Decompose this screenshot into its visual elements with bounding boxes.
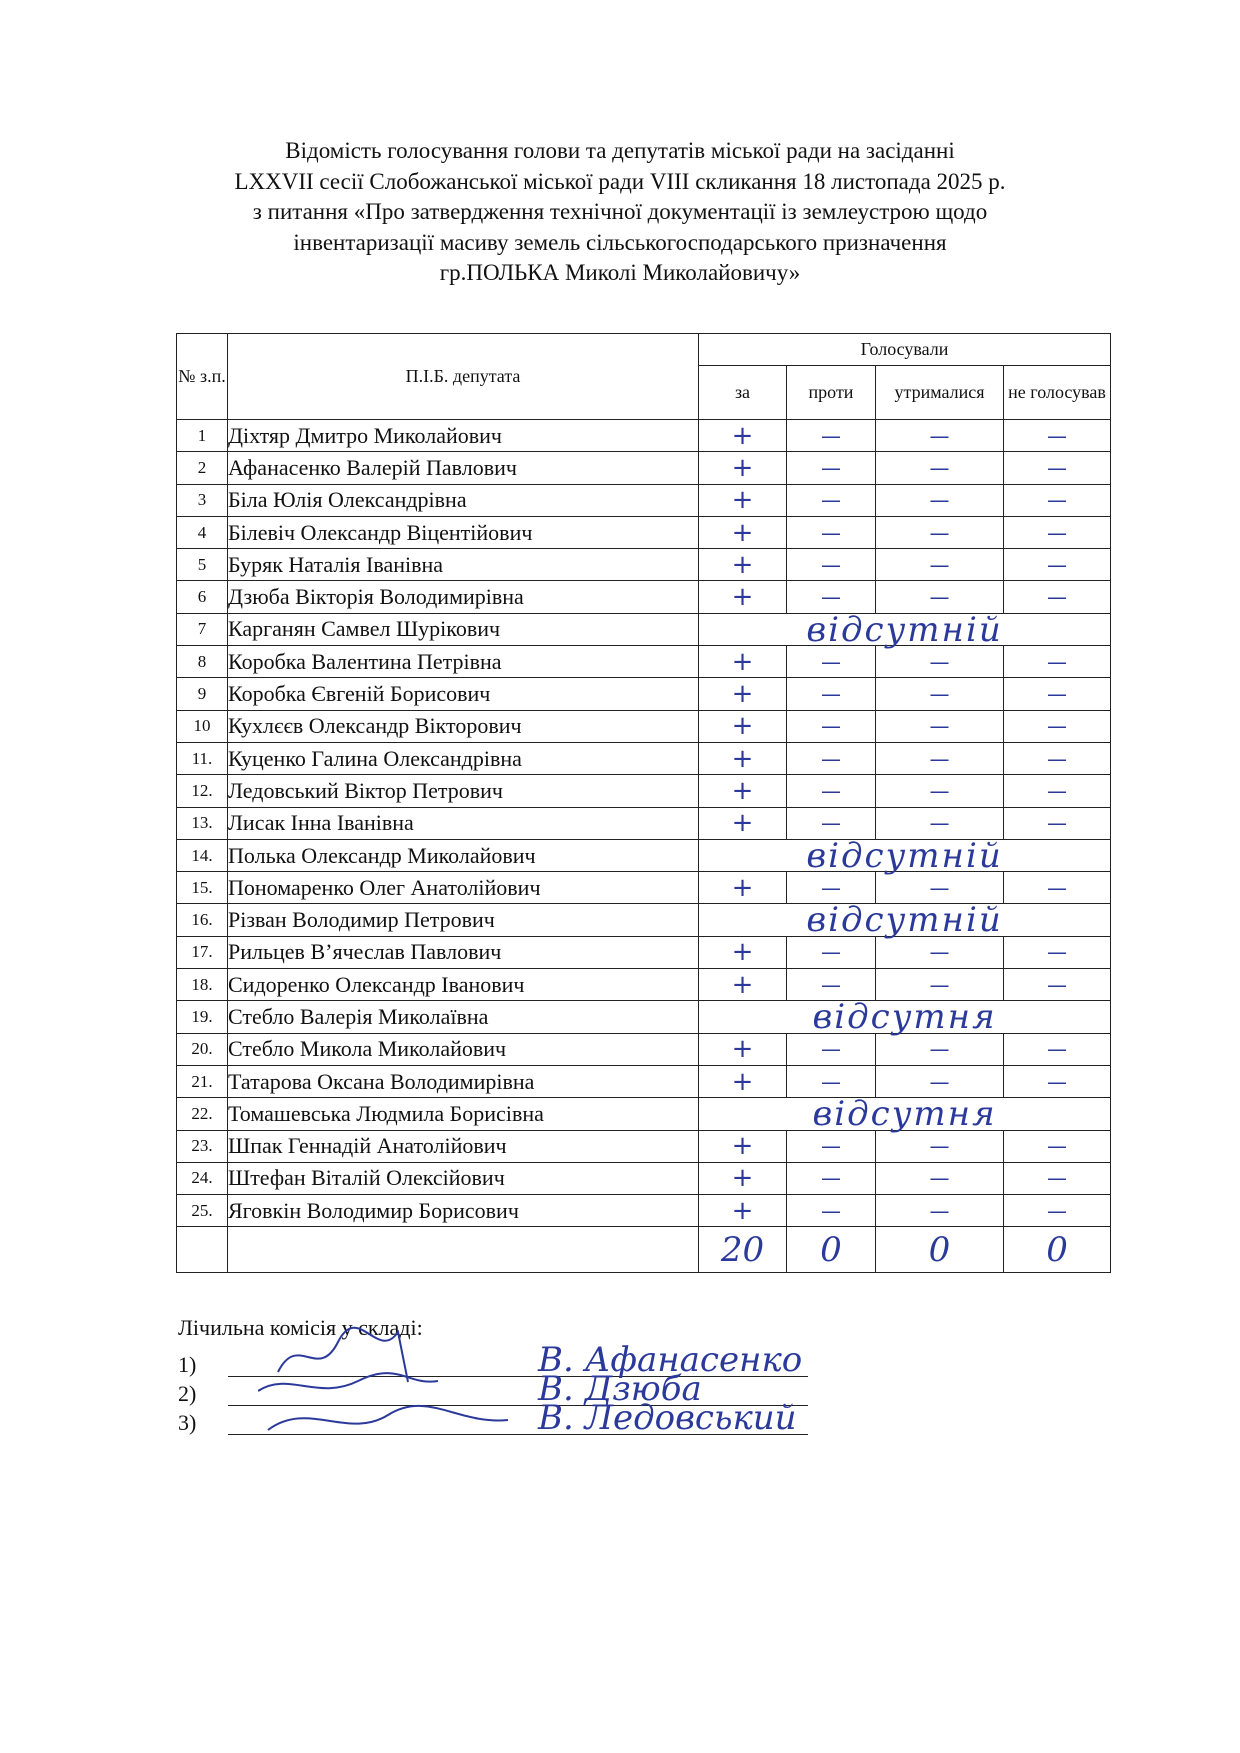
row-number: 14. <box>177 839 228 871</box>
vote-against: — <box>787 452 876 484</box>
table-row <box>177 1033 1111 1065</box>
table-row <box>177 710 1111 742</box>
absent-mark: відсутній <box>806 609 1003 650</box>
vote-not-voted: — <box>1004 1033 1111 1065</box>
deputy-name: Біла Юлія Олександрівна <box>228 484 699 516</box>
title-line: Відомість голосування голови та депутатів міської ради на засіданні <box>285 138 955 163</box>
title-line: з питання «Про затвердження технічної документації із землеустрою щодо <box>252 199 988 224</box>
vote-for: + <box>699 969 787 1001</box>
vote-for: + <box>699 872 787 904</box>
deputy-name: Стебло Валерія Миколаївна <box>228 1001 699 1033</box>
vote-against: — <box>787 1065 876 1097</box>
table-row <box>177 742 1111 774</box>
vote-abstained: — <box>876 775 1004 807</box>
row-number: 19. <box>177 1001 228 1033</box>
vote-not-voted: — <box>1004 969 1111 1001</box>
vote-against: — <box>787 420 876 452</box>
vote-against: — <box>787 1033 876 1065</box>
vote-against: — <box>787 678 876 710</box>
row-number: 20. <box>177 1033 228 1065</box>
row-number: 13. <box>177 807 228 839</box>
vote-not-voted: — <box>1004 1065 1111 1097</box>
vote-for: + <box>699 1162 787 1194</box>
vote-not-voted: — <box>1004 1195 1111 1227</box>
vote-abstained: — <box>876 936 1004 968</box>
document-title <box>150 136 1090 289</box>
title-line: інвентаризації масиву земель сільськогосподарського призначення <box>293 229 947 255</box>
table-row <box>177 1065 1111 1097</box>
vote-abstained: — <box>876 646 1004 678</box>
signature-line <box>178 1398 818 1438</box>
deputy-name: Томашевська Людмила Борисівна <box>228 1098 699 1130</box>
row-number: 4 <box>177 516 228 548</box>
row-number: 18. <box>177 969 228 1001</box>
handwritten-signature-icon <box>258 1380 518 1450</box>
vote-not-voted: — <box>1004 678 1111 710</box>
total-not-voted: 0 <box>1004 1227 1111 1273</box>
table-row <box>177 678 1111 710</box>
row-number: 25. <box>177 1195 228 1227</box>
header-for: за <box>699 366 787 420</box>
vote-for: + <box>699 936 787 968</box>
vote-not-voted: — <box>1004 452 1111 484</box>
signature-name: В. Афанасенко <box>538 1340 803 1380</box>
vote-against: — <box>787 516 876 548</box>
absent-cell <box>699 835 1111 876</box>
table-body <box>177 420 1111 1227</box>
vote-against: — <box>787 1130 876 1162</box>
row-number: 23. <box>177 1130 228 1162</box>
vote-against: — <box>787 1162 876 1194</box>
vote-for: + <box>699 1065 787 1097</box>
header-voted: Голосували <box>699 334 1111 366</box>
totals-row <box>177 1227 1111 1273</box>
vote-abstained: — <box>876 742 1004 774</box>
vote-not-voted: — <box>1004 775 1111 807</box>
vote-for: + <box>699 807 787 839</box>
deputy-name: Дзюба Вікторія Володимирівна <box>228 581 699 613</box>
deputy-name: Шпак Геннадій Анатолійович <box>228 1130 699 1162</box>
vote-for: + <box>699 742 787 774</box>
totals-empty-cell <box>228 1227 699 1273</box>
vote-abstained: — <box>876 549 1004 581</box>
deputy-name: Афанасенко Валерій Павлович <box>228 452 699 484</box>
table-row <box>177 936 1111 968</box>
vote-not-voted: — <box>1004 516 1111 548</box>
title-line: LXXVII сесії Слобожанської міської ради VIII скликання 18 листопада 2025 р. <box>234 168 1006 194</box>
row-number: 24. <box>177 1162 228 1194</box>
vote-abstained: — <box>876 452 1004 484</box>
vote-abstained: — <box>876 969 1004 1001</box>
vote-against: — <box>787 936 876 968</box>
vote-not-voted: — <box>1004 549 1111 581</box>
row-number: 12. <box>177 775 228 807</box>
row-number: 6 <box>177 581 228 613</box>
table-row <box>177 1098 1111 1130</box>
vote-against: — <box>787 969 876 1001</box>
vote-against: — <box>787 581 876 613</box>
vote-for: + <box>699 1130 787 1162</box>
table-row <box>177 646 1111 678</box>
vote-against: — <box>787 484 876 516</box>
voting-table <box>176 333 1111 1273</box>
vote-for: + <box>699 420 787 452</box>
vote-abstained: — <box>876 484 1004 516</box>
vote-not-voted: — <box>1004 646 1111 678</box>
deputy-name: Полька Олександр Миколайович <box>228 839 699 871</box>
vote-for: + <box>699 775 787 807</box>
signature-number: 1) <box>178 1352 197 1377</box>
vote-not-voted: — <box>1004 742 1111 774</box>
absent-cell <box>699 609 1111 650</box>
row-number: 15. <box>177 872 228 904</box>
deputy-name: Коробка Євгеній Борисович <box>228 678 699 710</box>
vote-abstained: — <box>876 807 1004 839</box>
vote-abstained: — <box>876 1130 1004 1162</box>
table-row <box>177 775 1111 807</box>
vote-abstained: — <box>876 1033 1004 1065</box>
deputy-name: Куценко Галина Олександрівна <box>228 742 699 774</box>
deputy-name: Кухлєєв Олександр Вікторович <box>228 710 699 742</box>
vote-against: — <box>787 872 876 904</box>
vote-against: — <box>787 646 876 678</box>
row-number: 11. <box>177 742 228 774</box>
row-number: 17. <box>177 936 228 968</box>
table-row <box>177 1195 1111 1227</box>
table-row <box>177 1162 1111 1194</box>
row-number: 16. <box>177 904 228 936</box>
vote-against: — <box>787 742 876 774</box>
absent-mark: відсутній <box>806 900 1003 941</box>
vote-against: — <box>787 807 876 839</box>
vote-not-voted: — <box>1004 807 1111 839</box>
commission-label: Лічильна комісія у складі: <box>178 1315 423 1340</box>
table-row <box>177 872 1111 904</box>
vote-not-voted: — <box>1004 710 1111 742</box>
table-row <box>177 839 1111 871</box>
vote-for: + <box>699 678 787 710</box>
absent-cell <box>699 900 1111 941</box>
deputy-name: Рильцев В’ячеслав Павлович <box>228 936 699 968</box>
vote-for: + <box>699 1033 787 1065</box>
vote-abstained: — <box>876 872 1004 904</box>
deputy-name: Різван Володимир Петрович <box>228 904 699 936</box>
header-number: № з.п. <box>177 334 228 420</box>
total-against: 0 <box>787 1227 876 1273</box>
vote-abstained: — <box>876 581 1004 613</box>
vote-for: + <box>699 549 787 581</box>
vote-for: + <box>699 452 787 484</box>
deputy-name: Карганян Самвел Шурікович <box>228 613 699 645</box>
deputy-name: Ледовський Віктор Петрович <box>228 775 699 807</box>
total-abstained: 0 <box>876 1227 1004 1273</box>
row-number: 22. <box>177 1098 228 1130</box>
table-row <box>177 549 1111 581</box>
table-row <box>177 516 1111 548</box>
row-number: 21. <box>177 1065 228 1097</box>
vote-not-voted: — <box>1004 484 1111 516</box>
row-number: 3 <box>177 484 228 516</box>
vote-for: + <box>699 646 787 678</box>
vote-abstained: — <box>876 516 1004 548</box>
signature-number: 3) <box>178 1410 197 1435</box>
deputy-name: Штефан Віталій Олексійович <box>228 1162 699 1194</box>
absent-mark: відсутня <box>812 1094 997 1135</box>
table-row <box>177 969 1111 1001</box>
total-for: 20 <box>699 1227 787 1273</box>
row-number: 10 <box>177 710 228 742</box>
table-row <box>177 613 1111 645</box>
vote-for: + <box>699 516 787 548</box>
deputy-name: Яговкін Володимир Борисович <box>228 1195 699 1227</box>
absent-cell <box>699 1094 1111 1135</box>
vote-abstained: — <box>876 710 1004 742</box>
deputy-name: Стебло Микола Миколайович <box>228 1033 699 1065</box>
header-not-voted: не голосував <box>1004 366 1111 420</box>
table-row <box>177 452 1111 484</box>
vote-for: + <box>699 581 787 613</box>
deputy-name: Пономаренко Олег Анатолійович <box>228 872 699 904</box>
vote-against: — <box>787 1195 876 1227</box>
deputy-name: Діхтяр Дмитро Миколайович <box>228 420 699 452</box>
absent-mark: відсутній <box>806 835 1003 876</box>
vote-not-voted: — <box>1004 1130 1111 1162</box>
signature-name: В. Дзюба <box>538 1369 702 1409</box>
vote-not-voted: — <box>1004 581 1111 613</box>
deputy-name: Лисак Інна Іванівна <box>228 807 699 839</box>
deputy-name: Білевіч Олександр Віцентійович <box>228 516 699 548</box>
header-abstained: утрималися <box>876 366 1004 420</box>
header-name: П.І.Б. депутата <box>228 334 699 420</box>
row-number: 7 <box>177 613 228 645</box>
vote-against: — <box>787 710 876 742</box>
table-row <box>177 807 1111 839</box>
vote-abstained: — <box>876 1195 1004 1227</box>
absent-cell <box>699 997 1111 1038</box>
vote-for: + <box>699 710 787 742</box>
deputy-name: Коробка Валентина Петрівна <box>228 646 699 678</box>
absent-mark: відсутня <box>812 997 997 1038</box>
vote-not-voted: — <box>1004 420 1111 452</box>
deputy-name: Татарова Оксана Володимирівна <box>228 1065 699 1097</box>
row-number: 9 <box>177 678 228 710</box>
row-number: 1 <box>177 420 228 452</box>
vote-for: + <box>699 1195 787 1227</box>
table-row <box>177 581 1111 613</box>
header-against: проти <box>787 366 876 420</box>
deputy-name: Буряк Наталія Іванівна <box>228 549 699 581</box>
vote-abstained: — <box>876 1065 1004 1097</box>
signature-number: 2) <box>178 1381 197 1406</box>
table-row <box>177 484 1111 516</box>
vote-not-voted: — <box>1004 936 1111 968</box>
table-row <box>177 1130 1111 1162</box>
totals-empty-cell <box>177 1227 228 1273</box>
vote-against: — <box>787 775 876 807</box>
deputy-name: Сидоренко Олександр Іванович <box>228 969 699 1001</box>
vote-abstained: — <box>876 678 1004 710</box>
vote-not-voted: — <box>1004 872 1111 904</box>
vote-not-voted: — <box>1004 1162 1111 1194</box>
row-number: 5 <box>177 549 228 581</box>
row-number: 8 <box>177 646 228 678</box>
vote-abstained: — <box>876 420 1004 452</box>
signature-name: В. Ледовський <box>538 1398 797 1438</box>
table-row <box>177 1001 1111 1033</box>
vote-against: — <box>787 549 876 581</box>
vote-abstained: — <box>876 1162 1004 1194</box>
table-row <box>177 904 1111 936</box>
row-number: 2 <box>177 452 228 484</box>
title-line: гр.ПОЛЬКА Миколі Миколайовичу» <box>439 260 801 285</box>
vote-for: + <box>699 484 787 516</box>
table-row <box>177 420 1111 452</box>
